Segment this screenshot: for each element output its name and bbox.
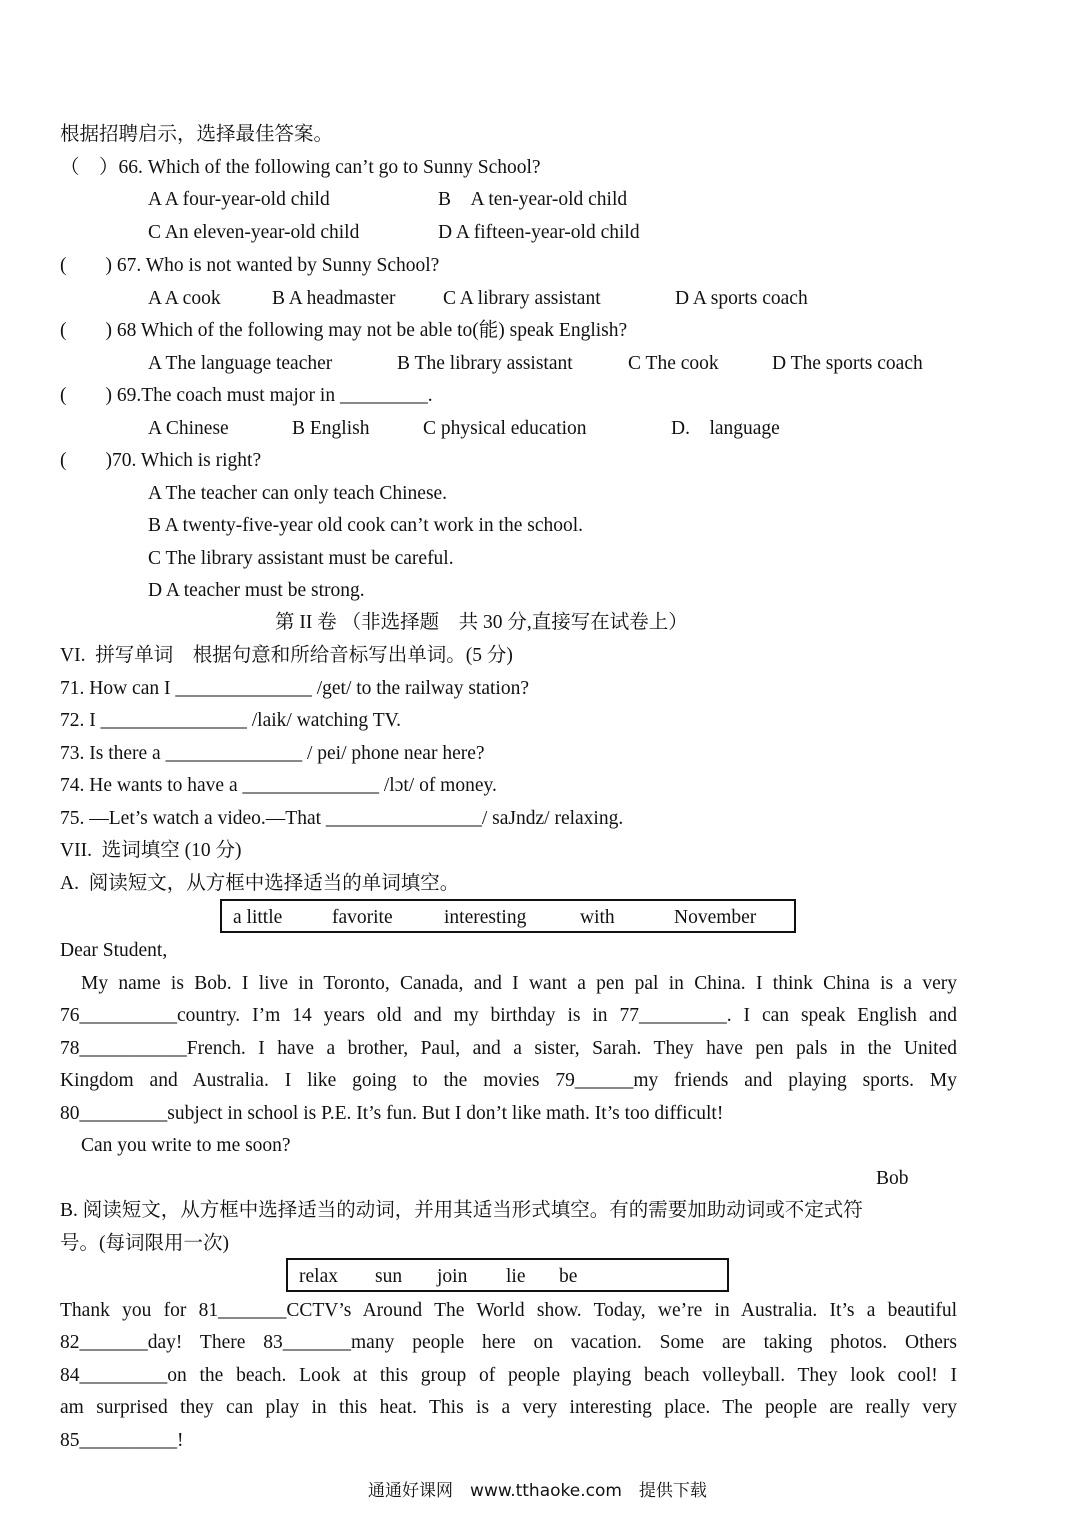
word-option: be [559,1266,578,1287]
word-option: relax [299,1266,338,1287]
instruction: 根据招聘启示，选择最佳答案。 [60,124,334,145]
passage-a-line: 78___________French. I have a brother, Paul, and a sister, Sarah. They have pen pals in the United [60,1038,957,1059]
part-a-word-box [220,899,796,933]
question-69-option-a: A Chinese [148,418,229,439]
part-a-instruction: A. 阅读短文，从方框中选择适当的单词填空。 [60,873,460,894]
question-66-option-a: A A four-year-old child [148,189,330,210]
word-option: sun [375,1266,403,1287]
word-option: interesting [444,907,527,928]
word-option: November [674,907,757,928]
question-67-stem: ( ) 67. Who is not wanted by Sunny School? [60,255,440,276]
part-b-instruction: B. 阅读短文，从方框中选择适当的动词，并用其适当形式填空。有的需要加助动词或不定式符 [60,1200,863,1221]
question-66-stem: （ ）66. Which of the following can’t go to Sunny School? [60,157,541,178]
question-66-option-d: D A fifteen-year-old child [438,222,640,243]
question-67-option-a: A A cook [148,288,221,309]
question-68-option-c: C The cook [628,353,719,374]
spelling-item-72: 72. I _______________ /laik/ watching TV. [60,710,402,731]
question-70-option-a: A The teacher can only teach Chinese. [148,483,448,504]
passage-b-line: am surprised they can play in this heat. This is a very interesting place. The people are really very [60,1397,957,1418]
question-67-option-b: B A headmaster [272,288,396,309]
passage-a-line: Kingdom and Australia. I like going to the movies 79______my friends and playing sports. My [60,1070,957,1091]
question-66-option-c: C An eleven-year-old child [148,222,360,243]
question-67-option-d: D A sports coach [675,288,808,309]
letter-closing: Can you write to me soon? [81,1135,291,1156]
spelling-item-73: 73. Is there a ______________ / pei/ phone near here? [60,743,485,764]
question-68-option-d: D The sports coach [772,353,923,374]
word-option: lie [506,1266,526,1287]
question-70-option-c: C The library assistant must be careful. [148,548,454,569]
question-69-option-d: D. language [671,418,780,439]
part-b-instruction-cont: 号。(每词限用一次) [60,1233,229,1254]
passage-a-line: 80_________subject in school is P.E. It’s fun. But I don’t like math. It’s too difficult! [60,1103,724,1124]
question-68-option-b: B The library assistant [397,353,573,374]
spelling-item-71: 71. How can I ______________ /get/ to the railway station? [60,678,529,699]
question-69-stem: ( ) 69.The coach must major in _________. [60,385,433,406]
passage-b-line: 85__________! [60,1430,184,1451]
part2-title: 第 II 卷 （非选择题 共 30 分,直接写在试卷上） [275,612,688,633]
spelling-item-75: 75. —Let’s watch a video.—That ________________/ saJndz/ relaxing. [60,808,624,829]
question-67-option-c: C A library assistant [443,288,601,309]
word-option: join [437,1266,468,1287]
passage-a-line: My name is Bob. I live in Toronto, Canada, and I want a pen pal in China. I think China is a very [81,973,957,994]
passage-b-line: 84_________on the beach. Look at this group of people playing beach volleyball. They look cool! I [60,1365,957,1386]
word-option: with [580,907,615,928]
section7-title: VII. 选词填空 (10 分) [60,840,242,861]
passage-b-line: 82_______day! There 83_______many people here on vacation. Some are taking photos. Others [60,1332,957,1353]
letter-signature: Bob [876,1168,909,1189]
word-option: a little [233,907,283,928]
passage-a-line: 76__________country. I’m 14 years old and my birthday is in 77_________. I can speak English and [60,1005,957,1026]
letter-greeting: Dear Student, [60,940,168,961]
question-70-stem: ( )70. Which is right? [60,450,262,471]
question-70-option-b: B A twenty-five-year old cook can’t work in the school. [148,515,584,536]
page-footer: 通通好课网 www.tthaoke.com 提供下载 [368,1481,707,1501]
question-70-option-d: D A teacher must be strong. [148,580,365,601]
question-68-stem: ( ) 68 Which of the following may not be able to(能) speak English? [60,320,628,341]
question-66-option-b: B A ten-year-old child [438,189,628,210]
question-69-option-b: B English [292,418,370,439]
question-69-option-c: C physical education [423,418,587,439]
question-68-option-a: A The language teacher [148,353,333,374]
spelling-item-74: 74. He wants to have a ______________ /lɔt/ of money. [60,775,497,796]
section6-title: VI. 拼写单词 根据句意和所给音标写出单词。(5 分) [60,645,513,666]
word-option: favorite [332,907,393,928]
passage-b-line: Thank you for 81_______CCTV’s Around The World show. Today, we’re in Australia. It’s a beautiful [60,1300,957,1321]
part-b-word-box [286,1258,729,1292]
